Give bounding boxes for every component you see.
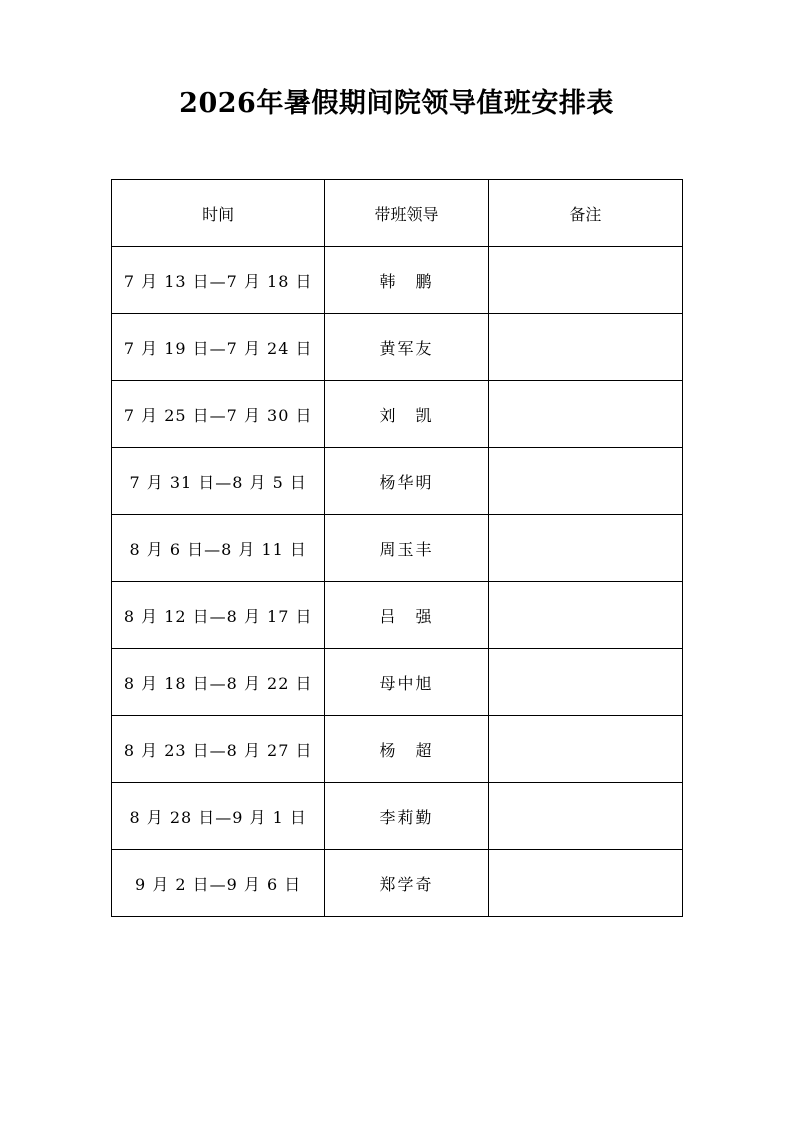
header-note: 备注 bbox=[488, 180, 682, 247]
leader-cell: 李莉勤 bbox=[325, 783, 488, 850]
table-row bbox=[112, 448, 683, 515]
header-time: 时间 bbox=[112, 180, 325, 247]
header-leader: 带班领导 bbox=[325, 180, 488, 247]
table-row bbox=[112, 247, 683, 314]
note-cell bbox=[488, 783, 682, 850]
table-row bbox=[112, 582, 683, 649]
leader-cell: 刘 凯 bbox=[325, 381, 488, 448]
time-cell: 8 月 6 日—8 月 11 日 bbox=[112, 515, 325, 582]
note-cell bbox=[488, 850, 682, 917]
leader-cell: 母中旭 bbox=[325, 649, 488, 716]
note-cell bbox=[488, 314, 682, 381]
time-cell: 8 月 12 日—8 月 17 日 bbox=[112, 582, 325, 649]
note-cell bbox=[488, 381, 682, 448]
leader-cell: 韩 鹏 bbox=[325, 247, 488, 314]
table-row bbox=[112, 716, 683, 783]
table-row bbox=[112, 649, 683, 716]
time-cell: 8 月 23 日—8 月 27 日 bbox=[112, 716, 325, 783]
time-cell: 8 月 28 日—9 月 1 日 bbox=[112, 783, 325, 850]
note-cell bbox=[488, 582, 682, 649]
table-row bbox=[112, 314, 683, 381]
leader-cell: 吕 强 bbox=[325, 582, 488, 649]
leader-cell: 杨 超 bbox=[325, 716, 488, 783]
note-cell bbox=[488, 247, 682, 314]
leader-cell: 郑学奇 bbox=[325, 850, 488, 917]
duty-schedule-table bbox=[111, 179, 683, 917]
time-cell: 7 月 31 日—8 月 5 日 bbox=[112, 448, 325, 515]
note-cell bbox=[488, 716, 682, 783]
note-cell bbox=[488, 515, 682, 582]
time-cell: 7 月 19 日—7 月 24 日 bbox=[112, 314, 325, 381]
table-row bbox=[112, 783, 683, 850]
time-cell: 9 月 2 日—9 月 6 日 bbox=[112, 850, 325, 917]
table-header-row bbox=[112, 180, 683, 247]
leader-cell: 黄军友 bbox=[325, 314, 488, 381]
table-row bbox=[112, 381, 683, 448]
time-cell: 8 月 18 日—8 月 22 日 bbox=[112, 649, 325, 716]
time-cell: 7 月 25 日—7 月 30 日 bbox=[112, 381, 325, 448]
table-row bbox=[112, 515, 683, 582]
time-cell: 7 月 13 日—7 月 18 日 bbox=[112, 247, 325, 314]
leader-cell: 周玉丰 bbox=[325, 515, 488, 582]
note-cell bbox=[488, 448, 682, 515]
note-cell bbox=[488, 649, 682, 716]
page-title: 2026年暑假期间院领导值班安排表 bbox=[179, 88, 614, 119]
table-row bbox=[112, 850, 683, 917]
leader-cell: 杨华明 bbox=[325, 448, 488, 515]
